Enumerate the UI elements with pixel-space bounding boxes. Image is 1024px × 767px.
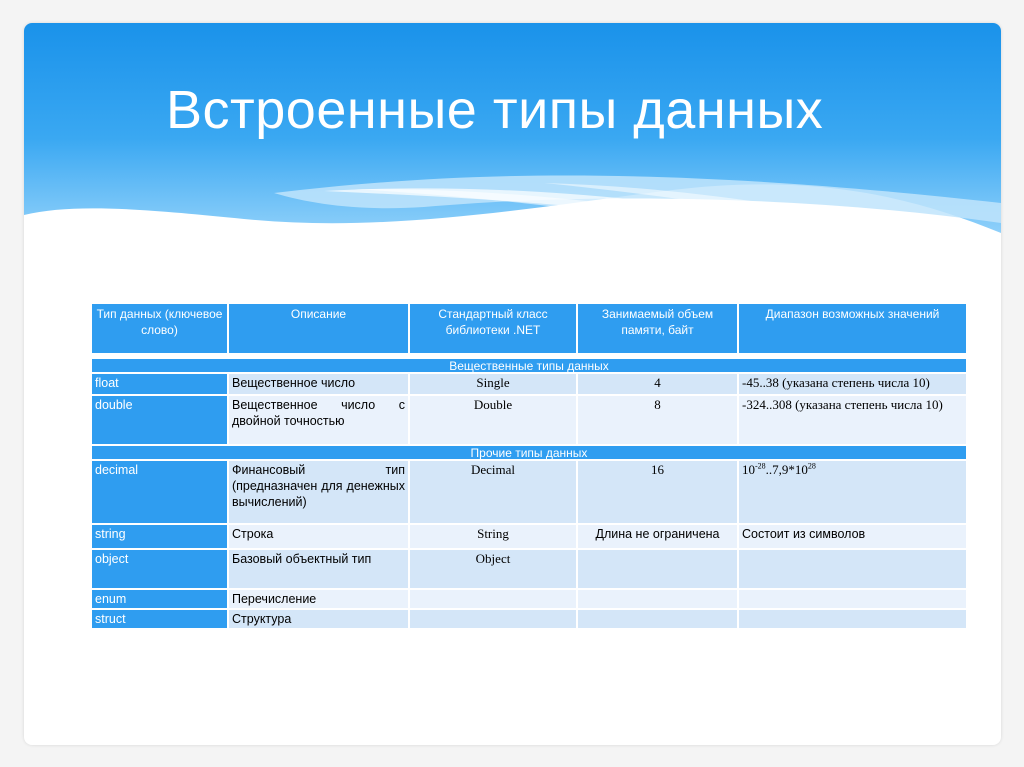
description-cell: Финансовый тип (предназначен для денежных вычислений)	[228, 460, 409, 524]
net-class-cell	[409, 609, 577, 629]
table-row	[91, 460, 967, 524]
range-cell	[738, 460, 967, 524]
size-cell: 4	[577, 373, 738, 395]
range-exponent-min: -28	[755, 461, 766, 471]
data-types-table	[90, 302, 968, 630]
keyword-cell: enum	[91, 589, 228, 609]
section-label: Вещественные типы данных	[91, 358, 967, 373]
description-cell: Вещественное число	[228, 373, 409, 395]
header-keyword: Тип данных (ключевое слово)	[91, 303, 228, 354]
description-cell: Базовый объектный тип	[228, 549, 409, 589]
range-cell: Состоит из символов	[738, 524, 967, 549]
table-row	[91, 589, 967, 609]
section-row-other	[91, 445, 967, 460]
size-cell	[577, 589, 738, 609]
range-base: 10	[742, 462, 755, 477]
range-cell: -324..308 (указана степень числа 10)	[738, 395, 967, 445]
table-row	[91, 524, 967, 549]
net-class-cell: Double	[409, 395, 577, 445]
description-cell: Вещественное число с двойной точностью	[228, 395, 409, 445]
header-net-class: Стандартный класс библиотеки .NET	[409, 303, 577, 354]
section-row-real	[91, 358, 967, 373]
net-class-cell: Decimal	[409, 460, 577, 524]
range-exponent-max: 28	[807, 461, 816, 471]
table-header-row	[91, 303, 967, 354]
size-cell	[577, 609, 738, 629]
keyword-cell: decimal	[91, 460, 228, 524]
table-row	[91, 549, 967, 589]
keyword-cell: string	[91, 524, 228, 549]
description-cell: Строка	[228, 524, 409, 549]
net-class-cell	[409, 589, 577, 609]
header-size: Занимаемый объем памяти, байт	[577, 303, 738, 354]
range-cell: -45..38 (указана степень числа 10)	[738, 373, 967, 395]
size-cell: 16	[577, 460, 738, 524]
table-row	[91, 609, 967, 629]
net-class-cell: Single	[409, 373, 577, 395]
header-wave-background	[24, 23, 1001, 293]
keyword-cell: object	[91, 549, 228, 589]
table-row	[91, 373, 967, 395]
slide	[24, 23, 1001, 745]
description-cell: Перечисление	[228, 589, 409, 609]
size-cell: Длина не ограничена	[577, 524, 738, 549]
section-label: Прочие типы данных	[91, 445, 967, 460]
size-cell	[577, 549, 738, 589]
description-cell: Структура	[228, 609, 409, 629]
range-cell	[738, 589, 967, 609]
size-cell: 8	[577, 395, 738, 445]
keyword-cell: struct	[91, 609, 228, 629]
net-class-cell: String	[409, 524, 577, 549]
net-class-cell: Object	[409, 549, 577, 589]
range-mid: ..7,9*10	[765, 462, 808, 477]
keyword-cell: double	[91, 395, 228, 445]
header-description: Описание	[228, 303, 409, 354]
range-cell	[738, 549, 967, 589]
header-range: Диапазон возможных значений	[738, 303, 967, 354]
slide-title: Встроенные типы данных	[166, 80, 824, 140]
table-row	[91, 395, 967, 445]
keyword-cell: float	[91, 373, 228, 395]
range-cell	[738, 609, 967, 629]
